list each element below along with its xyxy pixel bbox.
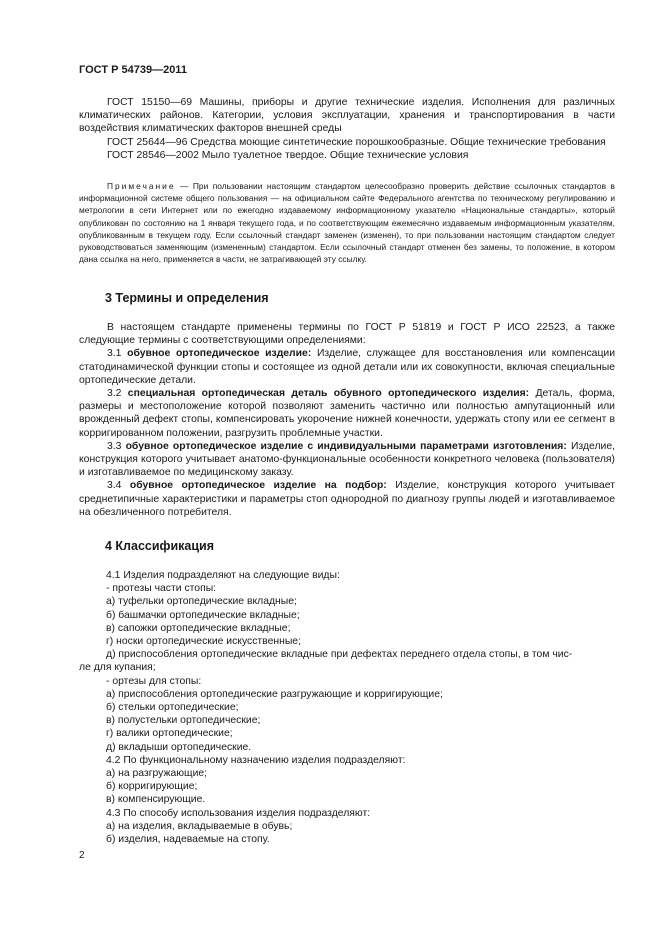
section-4-list [79,569,615,846]
reference-item: ГОСТ 28546—2002 Мыло туалетное твердое. Общие технические условия [107,149,469,161]
term-text: Изделие, конструкция которого учитывает среднетипичные характеристики и параметры стоп однородной по диагнозу группы людей и изготавливаемое на обезличенного потребителя. [79,480,615,518]
term-definition [79,440,615,480]
list-item: а) на разгружающие; [106,768,208,780]
reference-item: ГОСТ 25644—96 Средства моющие синтетические порошкообразные. Общие технические требования [107,136,606,148]
list-item: д) вкладыши ортопедические. [106,741,252,753]
term-name: специальная ортопедическая деталь обувного ортопедического изделия: [127,388,530,400]
normative-references [79,96,615,162]
term-number: 3.2 [107,388,122,400]
list-item: - ортезы для стопы: [106,675,202,687]
list-item: 4.2 По функциональному назначению изделия подразделяют: [106,754,406,766]
term-definition [79,387,615,440]
list-item: ле для купания; [79,662,156,674]
list-item: а) на изделия, вкладываемые в обувь; [106,820,293,832]
note-label: Примечание [107,181,176,191]
list-item: б) изделия, надеваемые на стопу. [106,834,270,846]
page-number: 2 [79,850,85,861]
term-definition [79,347,615,387]
list-item: г) носки ортопедические искусственные; [106,636,301,648]
note-block [79,180,615,265]
list-item: 4.3 По способу использования изделия подразделяют: [106,807,371,819]
term-name: обувное ортопедическое изделие с индивидуальными параметрами изготовления: [125,440,567,452]
term-name: обувное ортопедическое изделие на подбор: [129,480,387,492]
term-number: 3.1 [107,348,122,360]
list-item: в) полустельки ортопедические; [106,715,261,727]
list-item: в) компенсирующие. [106,794,206,806]
term-text: Деталь, форма, размеры и местоположение которой позволяют заменить частично или полностью ампутационный или врожденный дефект стопы, компенсировать укорочение нижней конечности, удержать стопу или ее сегмент в корригированном положении, разгрузить проблемные участки. [79,388,615,439]
list-item: б) корригирующие; [106,781,198,793]
term-text: Изделие, служащее для восстановления или компенсации статодинамической функции стопы и состоящее из одной детали или их совокупности, включая специальные ортопедические детали. [79,348,616,386]
list-item: а) туфельки ортопедические вкладные; [106,596,297,608]
list-item: д) приспособления ортопедические вкладные при дефектах переднего отдела стопы, в том чис- [106,649,573,661]
term-name: обувное ортопедическое изделие: [127,348,312,360]
term-number: 3.3 [107,440,122,452]
list-item: б) стельки ортопедические; [106,702,239,714]
section-3-body [79,321,615,519]
list-item: - протезы части стопы: [106,583,217,595]
list-item: 4.1 Изделия подразделяют на следующие виды: [106,570,340,581]
term-definition [79,479,615,519]
section-3-intro: В настоящем стандарте применены термины по ГОСТ Р 51819 и ГОСТ Р ИСО 22523, а также следующие термины с соответствующими определениями: [79,322,615,347]
term-number: 3.4 [107,480,122,492]
list-item: б) башмачки ортопедические вкладные; [106,609,300,621]
running-header: ГОСТ Р 54739—2011 [79,64,187,76]
section-3-title: 3 Термины и определения [105,291,269,305]
list-item: а) приспособления ортопедические разгружающие и корригирующие; [106,688,443,700]
section-4-title: 4 Классификация [105,539,215,553]
list-item: г) валики ортопедические; [106,728,233,740]
note-text: — При пользовании настоящим стандартом целесообразно проверить действие ссылочных стандартов в информационной системе общего пользования — на официальном сайте Федерального агентства по техническому регулированию и метрологии в сети Интернет или по ежегодно издаваемому информационному указателю «Национальные стандарты», который опубликован по состоянию на 1 января текущего года, и по соответствующим ежемесячно издаваемым информационным указателям, опубликованным в текущем году. Если ссылочный стандарт заменен (изменен), то при пользовании настоящим стандартом следует руководствоваться заменяющим (измененным) стандартом. Если ссылочный стандарт отменен без замены, то положение, в котором дана ссылка на него, применяется в части, не затрагивающей эту ссылку. [79,181,616,265]
term-text: Изделие, конструкция которого учитывает анатомо-функциональные особенности конкретного человека (пользователя) и изготавливаемое по медицинскому заказу. [79,440,616,479]
reference-item: ГОСТ 15150—69 Машины, приборы и другие технические изделия. Исполнения для различных климатических районов. Категории, условия эксплуатации, хранения и транспортирования в части воздействия климатических факторов внешней среды [79,97,615,135]
list-item: в) сапожки ортопедические вкладные; [106,622,291,634]
